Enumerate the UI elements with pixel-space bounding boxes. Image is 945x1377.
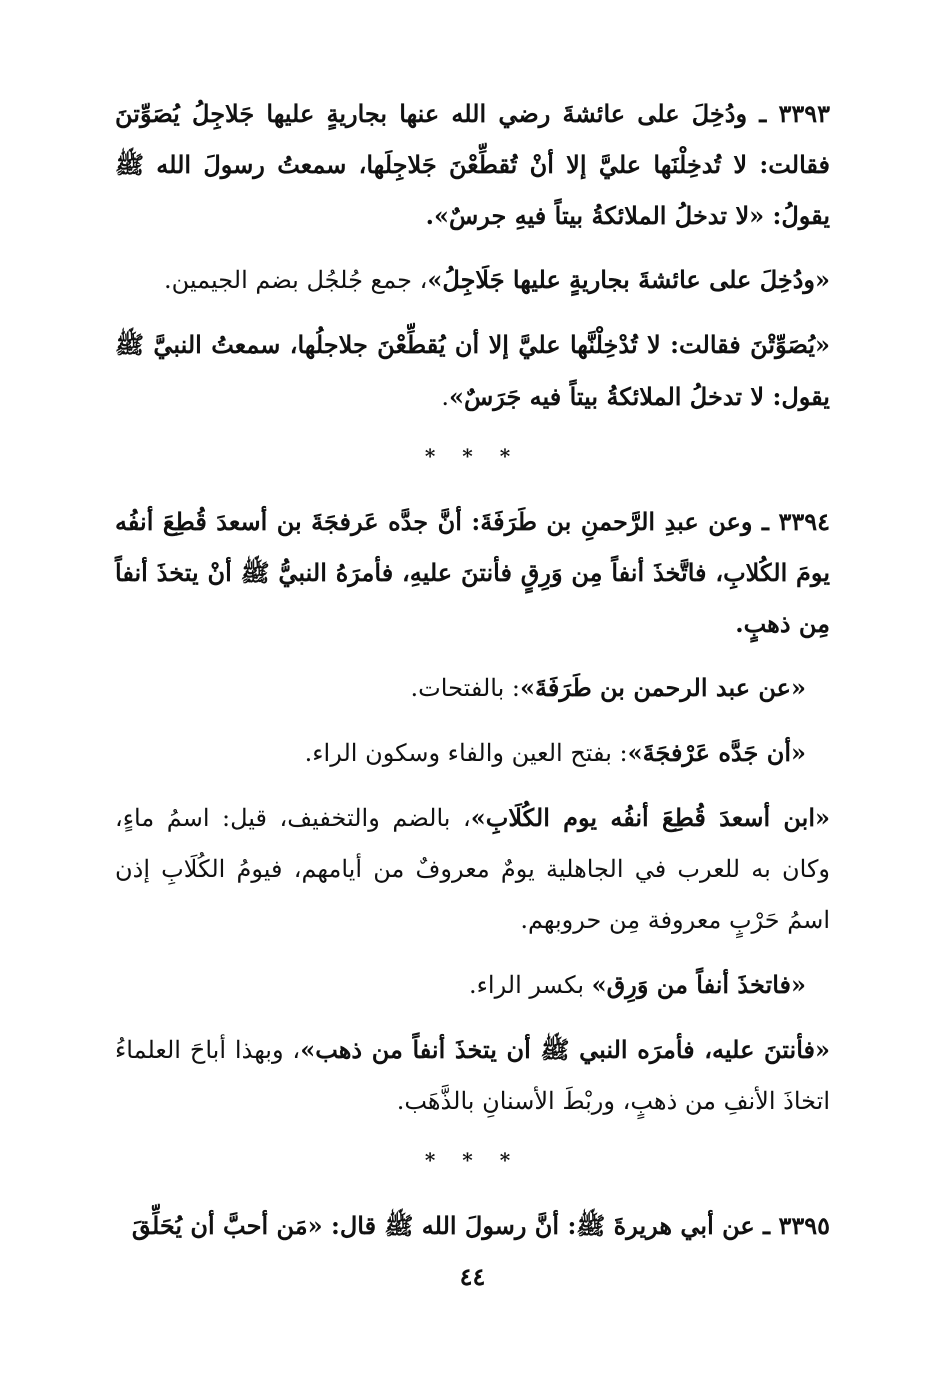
commentary-explanation: ، وبهذا أباحَ العلماءُ اتخاذَ الأنفِ من ذهبٍ، وربْطَ الأسنانِ بالذَّهَب.	[115, 1036, 830, 1115]
commentary-quote: «ابن أسعدَ قُطِعَ أنفُه يوم الكُلَابِ»	[470, 803, 830, 832]
commentary-quote: «فأنتنَ عليه، فأمرَه النبي ﷺ أن يتخذَ أنفاً من ذهب»	[300, 1035, 831, 1064]
commentary-3394-4	[115, 959, 830, 1011]
commentary-explanation: : بفتح العين والفاء وسكون الراء.	[304, 739, 628, 767]
commentary-3393-1	[115, 254, 830, 306]
commentary-3394-3	[115, 792, 830, 946]
commentary-3394-2	[115, 727, 830, 779]
commentary-explanation: : بالفتحات.	[410, 674, 520, 702]
hadith-3393-text: ٣٣٩٣ ـ ودُخِلَ على عائشةَ رضي الله عنها بجاريةٍ عليها جَلاجِلُ يُصَوِّتنَ فقالت: لا تُدخِلْنَها عليَّ إلا أنْ تُقطِّعْنَ جَلاجِلَها، سمعتُ رسولَ الله ﷺ يقولُ: «لا تدخلُ الملائكةُ بيتاً فيهِ جرسٌ».	[115, 99, 830, 230]
commentary-quote: «أن جَدَّه عَرْفجَةَ»	[627, 738, 806, 767]
commentary-quote: «ودُخِلَ على عائشةَ بجاريةٍ عليها جَلَاجِلُ»	[427, 265, 830, 294]
commentary-3393-2	[115, 319, 830, 423]
commentary-explanation: .	[441, 383, 449, 411]
commentary-3394-1	[115, 662, 830, 714]
commentary-explanation: ، بالضم والتخفيف، قيل: اسمُ ماءٍ، وكان به للعرب في الجاهلية يومٌ معروفٌ من أيامهم، فيومُ الكُلَابِ إذن اسمُ حَرْبٍ معروفة مِن حروبهم.	[115, 804, 830, 934]
hadith-3394-text: ٣٣٩٤ ـ وعن عبدِ الرَّحمنِ بن طَرَفَةَ: أنَّ جدَّه عَرفجَةَ بن أسعدَ قُطِعَ أنفُه يومَ الكُلابِ، فاتَّخذَ أنفاً مِن وَرِقٍ فأنتنَ عليهِ، فأمرَهُ النبيُّ ﷺ أنْ يتخذَ أنفاً مِن ذهبٍ.	[115, 507, 830, 638]
commentary-3394-5	[115, 1024, 830, 1127]
commentary-quote: «يُصَوِّتْنَ فقالت: لا تُدْخِلْنَّها عليَّ إلا أن يُقطِّعْنَ جلاجلُها، سمعتُ النبيَّ ﷺ يقول: لا تدخلُ الملائكةُ بيتاً فيه جَرَسٌ»	[115, 330, 830, 411]
commentary-explanation: بكسر الراء.	[468, 971, 592, 999]
commentary-explanation: ، جمع جُلجُل بضم الجيمين.	[164, 266, 428, 294]
page-body	[115, 88, 830, 1264]
section-separator: * * *	[424, 444, 521, 468]
section-separator: * * *	[424, 1148, 521, 1172]
hadith-3395-text: ٣٣٩٥ ـ عن أبي هريرةَ ﷺ: أنَّ رسولَ الله ﷺ قال: «مَن أحبَّ أن يُحَلِّقَ	[131, 1211, 830, 1240]
page-number: ٤٤	[459, 1262, 486, 1291]
commentary-quote: «فاتخذَ أنفاً من وَرِق»	[591, 970, 806, 999]
commentary-quote: «عن عبد الرحمن بن طَرَفَةَ»	[519, 673, 806, 702]
